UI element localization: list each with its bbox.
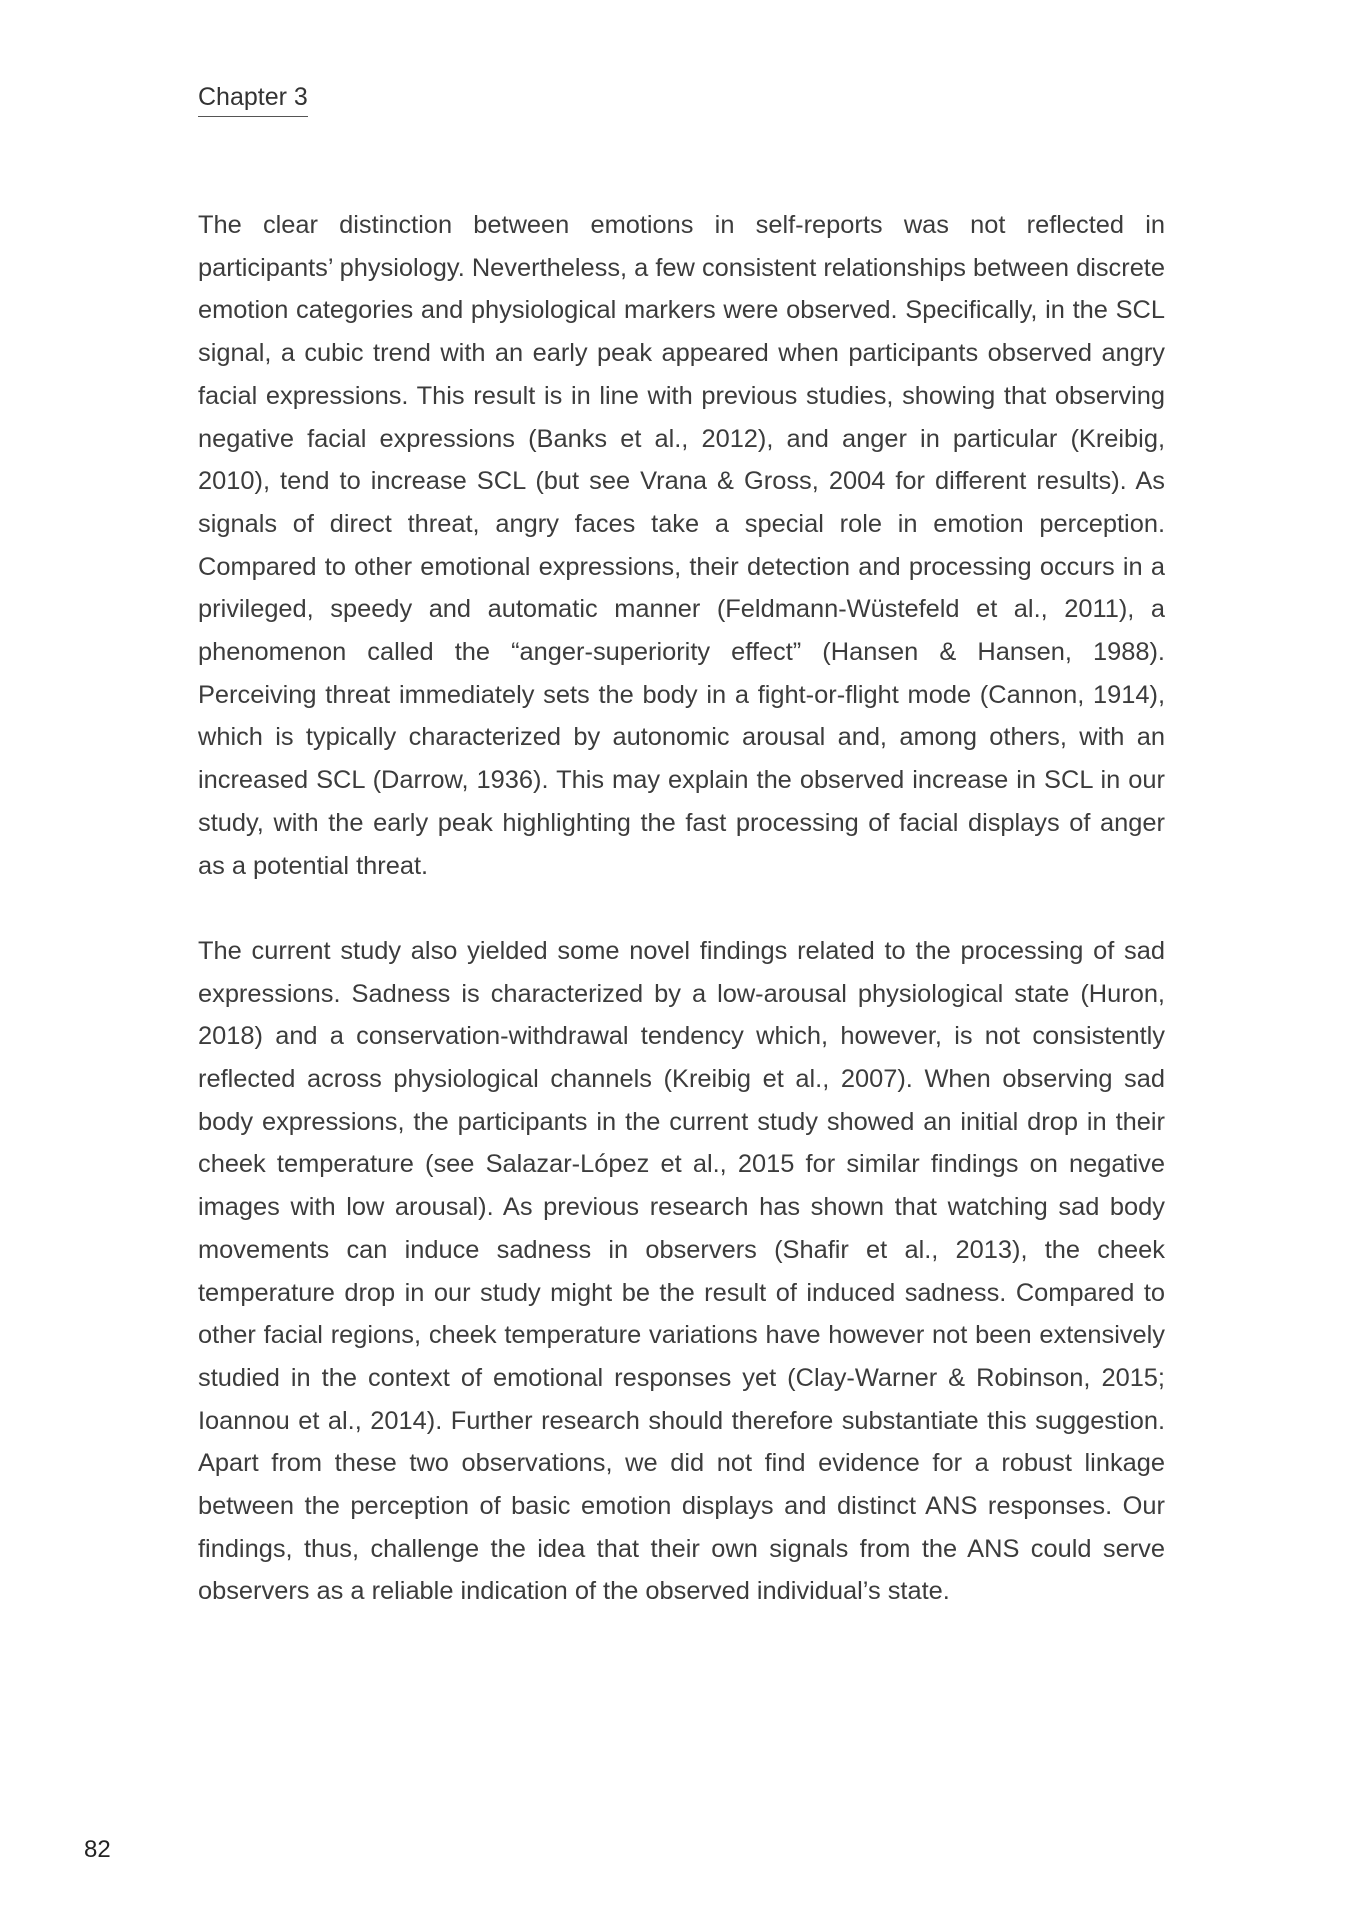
page-number: 82 (84, 1836, 111, 1863)
paragraph-1: The clear distinction between emotions in self-reports was not reflected in participants’ physiology. Nevertheless, a few consistent relationships between discrete emotion categories and physiological markers were observed. Specifically, in the SCL signal, a cubic trend with an early peak appeared when participants observed angry facial expressions. This result is in line with previous studies, showing that observing negative facial expressions (Banks et al., 2012), and anger in particular (Kreibig, 2010), tend to increase SCL (but see Vrana & Gross, 2004 for different results). As signals of direct threat, angry faces take a special role in emotion perception. Compared to other emotional expressions, their detection and processing occurs in a privileged, speedy and automatic manner (Feldmann-Wüstefeld et al., 2011), a phenomenon called the “anger-superiority effect” (Hansen & Hansen, 1988). Perceiving threat immediately sets the body in a fight-or-flight mode (Cannon, 1914), which is typically characterized by autonomic arousal and, among others, with an increased SCL (Darrow, 1936). This may explain the observed increase in SCL in our study, with the early peak highlighting the fast processing of facial displays of anger as a potential threat. (198, 211, 1165, 880)
body-text (198, 204, 1165, 1613)
running-head: Chapter 3 (198, 80, 308, 117)
paragraph-2: The current study also yielded some novel findings related to the processing of sad expressions. Sadness is characterized by a low-arousal physiological state (Huron, 2018) and a conservation-withdrawal tendency which, however, is not consistently reflected across physiological channels (Kreibig et al., 2007). When observing sad body expressions, the participants in the current study showed an initial drop in their cheek temperature (see Salazar-López et al., 2015 for similar findings on negative images with low arousal). As previous research has shown that watching sad body movements can induce sadness in observers (Shafir et al., 2013), the cheek temperature drop in our study might be the result of induced sadness. Compared to other facial regions, cheek temperature variations have however not been extensively studied in the context of emotional responses yet (Clay-Warner & Robinson, 2015; Ioannou et al., 2014). Further research should therefore substantiate this suggestion. Apart from these two observations, we did not find evidence for a robust linkage between the perception of basic emotion displays and distinct ANS responses. Our findings, thus, challenge the idea that their own signals from the ANS could serve observers as a reliable indication of the observed individual’s state. (198, 936, 1165, 1606)
